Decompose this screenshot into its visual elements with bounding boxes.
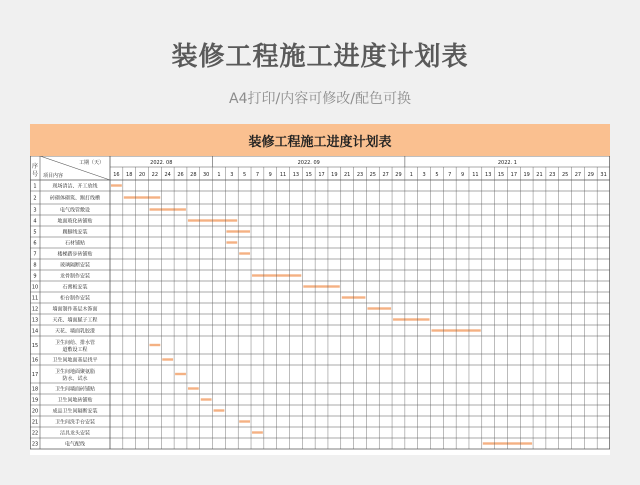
- day-label: 1: [217, 172, 221, 178]
- task-seq: 15: [31, 343, 39, 349]
- task-seq: 17: [31, 372, 39, 378]
- task-seq: 11: [31, 295, 39, 302]
- task-name-line1: 卫生间给、排水管: [54, 340, 96, 346]
- day-label: 25: [369, 172, 377, 178]
- day-label: 3: [230, 172, 234, 178]
- task-seq: 8: [33, 262, 37, 269]
- header-item-label: 项目内容: [43, 173, 64, 179]
- task-name: 卫生间地面基层找平: [52, 357, 98, 364]
- day-label: 23: [549, 172, 556, 178]
- day-label: 29: [395, 172, 402, 178]
- task-seq: 13: [31, 317, 39, 324]
- header-seq-label-top: 序: [31, 163, 39, 170]
- task-seq: 23: [31, 441, 39, 448]
- day-label: 5: [435, 172, 439, 178]
- task-seq: 20: [31, 408, 39, 415]
- task-seq: 19: [31, 397, 39, 404]
- day-label: 29: [587, 172, 594, 178]
- task-name: 地面玻化砖铺贴: [57, 218, 93, 225]
- task-seq: 21: [31, 419, 39, 426]
- task-seq: 9: [33, 273, 37, 280]
- task-seq: 10: [31, 284, 39, 291]
- day-label: 9: [460, 172, 465, 178]
- day-label: 3: [422, 172, 426, 178]
- day-label: 26: [177, 172, 184, 178]
- task-name: 电气配线: [64, 441, 86, 448]
- page-title: 装修工程施工进度计划表: [171, 42, 469, 72]
- day-label: 15: [497, 172, 505, 178]
- day-label: 24: [164, 172, 171, 178]
- task-bar: [111, 184, 122, 186]
- task-name: 墙面制作基层木饰面: [52, 306, 98, 313]
- day-label: 23: [356, 172, 364, 178]
- task-name: 石膏板安装: [62, 284, 88, 291]
- task-name: 现场清洁、开工放线: [52, 183, 98, 190]
- task-name: 成品卫生间隔断安装: [52, 408, 98, 415]
- day-label: 19: [331, 172, 338, 178]
- day-label: 22: [151, 172, 159, 178]
- task-bar: [252, 431, 263, 433]
- day-label: 5: [243, 172, 247, 178]
- day-label: 11: [472, 172, 479, 178]
- task-name: 洁具龙头安装: [59, 430, 91, 437]
- task-bar: [239, 252, 250, 254]
- task-bar: [149, 208, 185, 210]
- task-seq: 22: [31, 430, 39, 437]
- task-name: 天花、墙面腻子工程: [52, 317, 98, 324]
- day-label: 17: [510, 172, 518, 178]
- task-seq: 18: [31, 386, 39, 393]
- day-label: 25: [561, 172, 569, 178]
- month-label: 2022. 09: [297, 160, 320, 166]
- day-label: 1: [409, 172, 413, 178]
- day-label: 30: [202, 172, 210, 178]
- task-seq: 4: [33, 218, 37, 225]
- task-name-line1: 卫生间地面聚氨脂: [54, 369, 96, 375]
- task-name-line2: 防水、试水: [62, 376, 88, 382]
- day-label: 31: [600, 172, 607, 178]
- task-name: 卫生间地砖铺贴: [57, 397, 93, 404]
- task-name: 玻璃隔断安装: [59, 262, 91, 269]
- header-period-label: 工期（天）: [78, 160, 104, 166]
- sheet-title-banner: [30, 124, 610, 156]
- page-subtitle: A4打印/内容可修改/配色可换: [229, 91, 411, 107]
- task-bar: [393, 318, 429, 320]
- task-seq: 12: [31, 306, 39, 313]
- task-bar: [175, 373, 186, 375]
- task-bar: [226, 241, 237, 243]
- task-bar: [214, 409, 225, 411]
- task-name: 柜台制作安装: [59, 295, 91, 302]
- day-label: 13: [292, 172, 300, 178]
- day-label: 7: [448, 172, 452, 178]
- task-seq: 1: [33, 183, 37, 190]
- task-seq: 5: [33, 229, 37, 236]
- task-name: 踢脚线安装: [62, 229, 88, 236]
- task-bar: [188, 387, 199, 389]
- task-seq: 2: [33, 195, 37, 202]
- day-label: 7: [255, 172, 260, 178]
- month-label: 2022. 1: [497, 160, 517, 166]
- task-bar: [149, 344, 160, 346]
- day-label: 17: [318, 172, 325, 178]
- task-bar: [239, 420, 250, 422]
- task-bar: [162, 358, 173, 360]
- task-bar: [303, 285, 339, 287]
- task-name: 石材铺贴: [64, 240, 86, 247]
- task-name-line2: 道敷设工程: [62, 347, 88, 353]
- day-label: 13: [485, 172, 492, 178]
- day-label: 28: [190, 172, 197, 178]
- task-seq: 14: [31, 328, 39, 335]
- task-name: 天花、墙面乳胶漆: [54, 328, 96, 335]
- day-label: 20: [138, 172, 146, 178]
- day-label: 21: [343, 172, 351, 178]
- task-name: 楼梯踏步砖铺贴: [57, 251, 93, 258]
- day-label: 15: [305, 172, 312, 178]
- task-seq: 16: [31, 357, 39, 364]
- day-label: 18: [126, 172, 133, 178]
- task-name: 卫生间洗手台安装: [54, 419, 96, 426]
- day-label: 27: [382, 172, 389, 178]
- task-bar: [124, 196, 160, 198]
- day-label: 21: [536, 172, 543, 178]
- task-name: 砖砌体砌筑、踢打线槽: [49, 195, 101, 202]
- day-label: 16: [113, 172, 120, 178]
- task-seq: 6: [33, 240, 37, 247]
- schedule-sheet: [30, 124, 610, 455]
- day-label: 9: [268, 172, 272, 178]
- task-bar: [201, 398, 212, 400]
- task-name: 卫生间墙面砖铺贴: [54, 386, 96, 393]
- day-label: 27: [574, 172, 582, 178]
- task-name: 电气线管敷设: [59, 207, 91, 214]
- task-seq: 3: [33, 207, 37, 214]
- gantt-table: [30, 156, 610, 455]
- sheet-title: 装修工程施工进度计划表: [248, 134, 392, 150]
- task-name: 龙骨制作安装: [59, 273, 91, 280]
- header-seq-label-bottom: 号: [31, 171, 39, 178]
- day-label: 19: [523, 172, 530, 178]
- task-seq: 7: [33, 251, 37, 258]
- day-label: 11: [279, 172, 287, 178]
- month-label: 2022. 08: [150, 160, 173, 166]
